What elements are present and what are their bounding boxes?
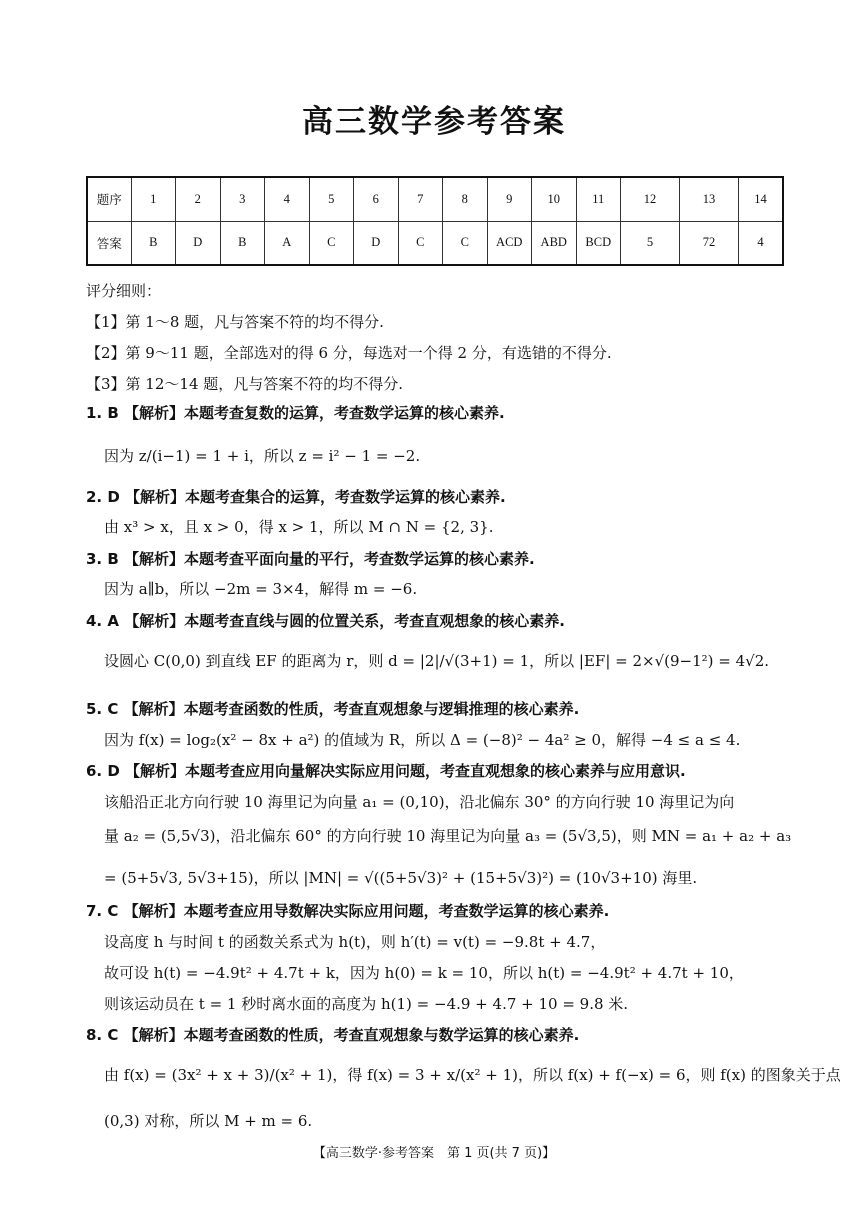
table-row-numbers — [87, 177, 783, 221]
table-cell: C — [443, 221, 488, 265]
table-cell: D — [176, 221, 221, 265]
solution-line: (0,3) 对称，所以 M + m = 6. — [104, 1112, 313, 1130]
table-cell: BCD — [576, 221, 621, 265]
table-cell: 4 — [265, 177, 310, 221]
row-label: 题序 — [87, 177, 131, 221]
table-cell: A — [265, 221, 310, 265]
solution-line: 因为 a∥b，所以 −2m = 3×4，解得 m = −6. — [104, 580, 418, 598]
table-cell: 5 — [621, 221, 680, 265]
solution-heading: 5. C 【解析】本题考查函数的性质，考查直观想象与逻辑推理的核心素养. — [86, 700, 580, 718]
solution-line: 因为 f(x) = log₂(x² − 8x + a²) 的值域为 R，所以 Δ = (−8)² − 4a² ≥ 0，解得 −4 ≤ a ≤ 4. — [104, 731, 741, 749]
solution-heading: 7. C 【解析】本题考查应用导数解决实际应用问题，考查数学运算的核心素养. — [86, 902, 610, 920]
solution-line: 因为 z/(i−1) = 1 + i，所以 z = i² − 1 = −2. — [104, 447, 421, 465]
table-cell: D — [354, 221, 399, 265]
table-cell: 12 — [621, 177, 680, 221]
solution-line: 量 a₂ = (5,5√3)，沿北偏东 60° 的方向行驶 10 海里记为向量 a₃ = (5√3,5)，则 MN = a₁ + a₂ + a₃ — [104, 827, 792, 845]
table-cell: 9 — [487, 177, 532, 221]
table-cell: C — [398, 221, 443, 265]
solution-line: 故可设 h(t) = −4.9t² + 4.7t + k，因为 h(0) = k = 10，所以 h(t) = −4.9t² + 4.7t + 10， — [104, 964, 744, 982]
table-cell: C — [309, 221, 354, 265]
solution-line: 由 x³ > x，且 x > 0，得 x > 1，所以 M ∩ N = {2, 3}. — [104, 518, 494, 536]
table-cell: 2 — [176, 177, 221, 221]
table-cell: 4 — [739, 221, 784, 265]
solution-heading: 6. D 【解析】本题考查应用向量解决实际应用问题，考查直观想象的核心素养与应用意识. — [86, 762, 686, 780]
solution-line: = (5+5√3, 5√3+15)，所以 |MN| = √((5+5√3)² + (15+5√3)²) = (10√3+10) 海里. — [104, 869, 698, 887]
table-cell: 5 — [309, 177, 354, 221]
scoring-rule: 【2】第 9～11 题，全部选对的得 6 分，每选对一个得 2 分，有选错的不得分. — [86, 344, 612, 362]
table-cell: B — [220, 221, 265, 265]
table-cell: ACD — [487, 221, 532, 265]
answer-table — [86, 176, 784, 266]
table-cell: 8 — [443, 177, 488, 221]
table-cell: 7 — [398, 177, 443, 221]
page-title: 高三数学参考答案 — [302, 104, 566, 140]
table-cell: B — [131, 221, 176, 265]
page-footer: 【高三数学·参考答案 第 1 页(共 7 页)】 — [312, 1146, 556, 1161]
table-row-answers — [87, 221, 783, 265]
solution-heading: 4. A 【解析】本题考查直线与圆的位置关系，考查直观想象的核心素养. — [86, 612, 565, 630]
solution-heading: 8. C 【解析】本题考查函数的性质，考查直观想象与数学运算的核心素养. — [86, 1026, 580, 1044]
scoring-rule: 【3】第 12～14 题，凡与答案不符的均不得分. — [86, 375, 404, 393]
table-cell: 3 — [220, 177, 265, 221]
solution-line: 则该运动员在 t = 1 秒时离水面的高度为 h(1) = −4.9 + 4.7 + 10 = 9.8 米. — [104, 995, 629, 1013]
row-label: 答案 — [87, 221, 131, 265]
solution-line: 由 f(x) = (3x² + x + 3)/(x² + 1)，得 f(x) = 3 + x/(x² + 1)，所以 f(x) + f(−x) = 6，则 f(x) 的图象关于点 — [104, 1066, 841, 1084]
solution-heading: 1. B 【解析】本题考查复数的运算，考查数学运算的核心素养. — [86, 404, 505, 422]
table-cell: 6 — [354, 177, 399, 221]
table-cell: ABD — [532, 221, 577, 265]
table-cell: 11 — [576, 177, 621, 221]
table-cell: 72 — [680, 221, 739, 265]
solution-line: 该船沿正北方向行驶 10 海里记为向量 a₁ = (0,10)，沿北偏东 30° 的方向行驶 10 海里记为向 — [104, 793, 735, 811]
solution-line: 设高度 h 与时间 t 的函数关系式为 h(t)，则 h′(t) = v(t) = −9.8t + 4.7， — [104, 933, 606, 951]
solution-heading: 3. B 【解析】本题考查平面向量的平行，考查数学运算的核心素养. — [86, 550, 535, 568]
solution-line: 设圆心 C(0,0) 到直线 EF 的距离为 r，则 d = |2|/√(3+1) = 1，所以 |EF| = 2×√(9−1²) = 4√2. — [104, 652, 770, 670]
scoring-heading: 评分细则： — [86, 282, 162, 300]
solution-heading: 2. D 【解析】本题考查集合的运算，考查数学运算的核心素养. — [86, 488, 506, 506]
table-cell: 14 — [739, 177, 784, 221]
table-cell: 13 — [680, 177, 739, 221]
table-cell: 1 — [131, 177, 176, 221]
table-cell: 10 — [532, 177, 577, 221]
scoring-rule: 【1】第 1～8 题，凡与答案不符的均不得分. — [86, 313, 384, 331]
